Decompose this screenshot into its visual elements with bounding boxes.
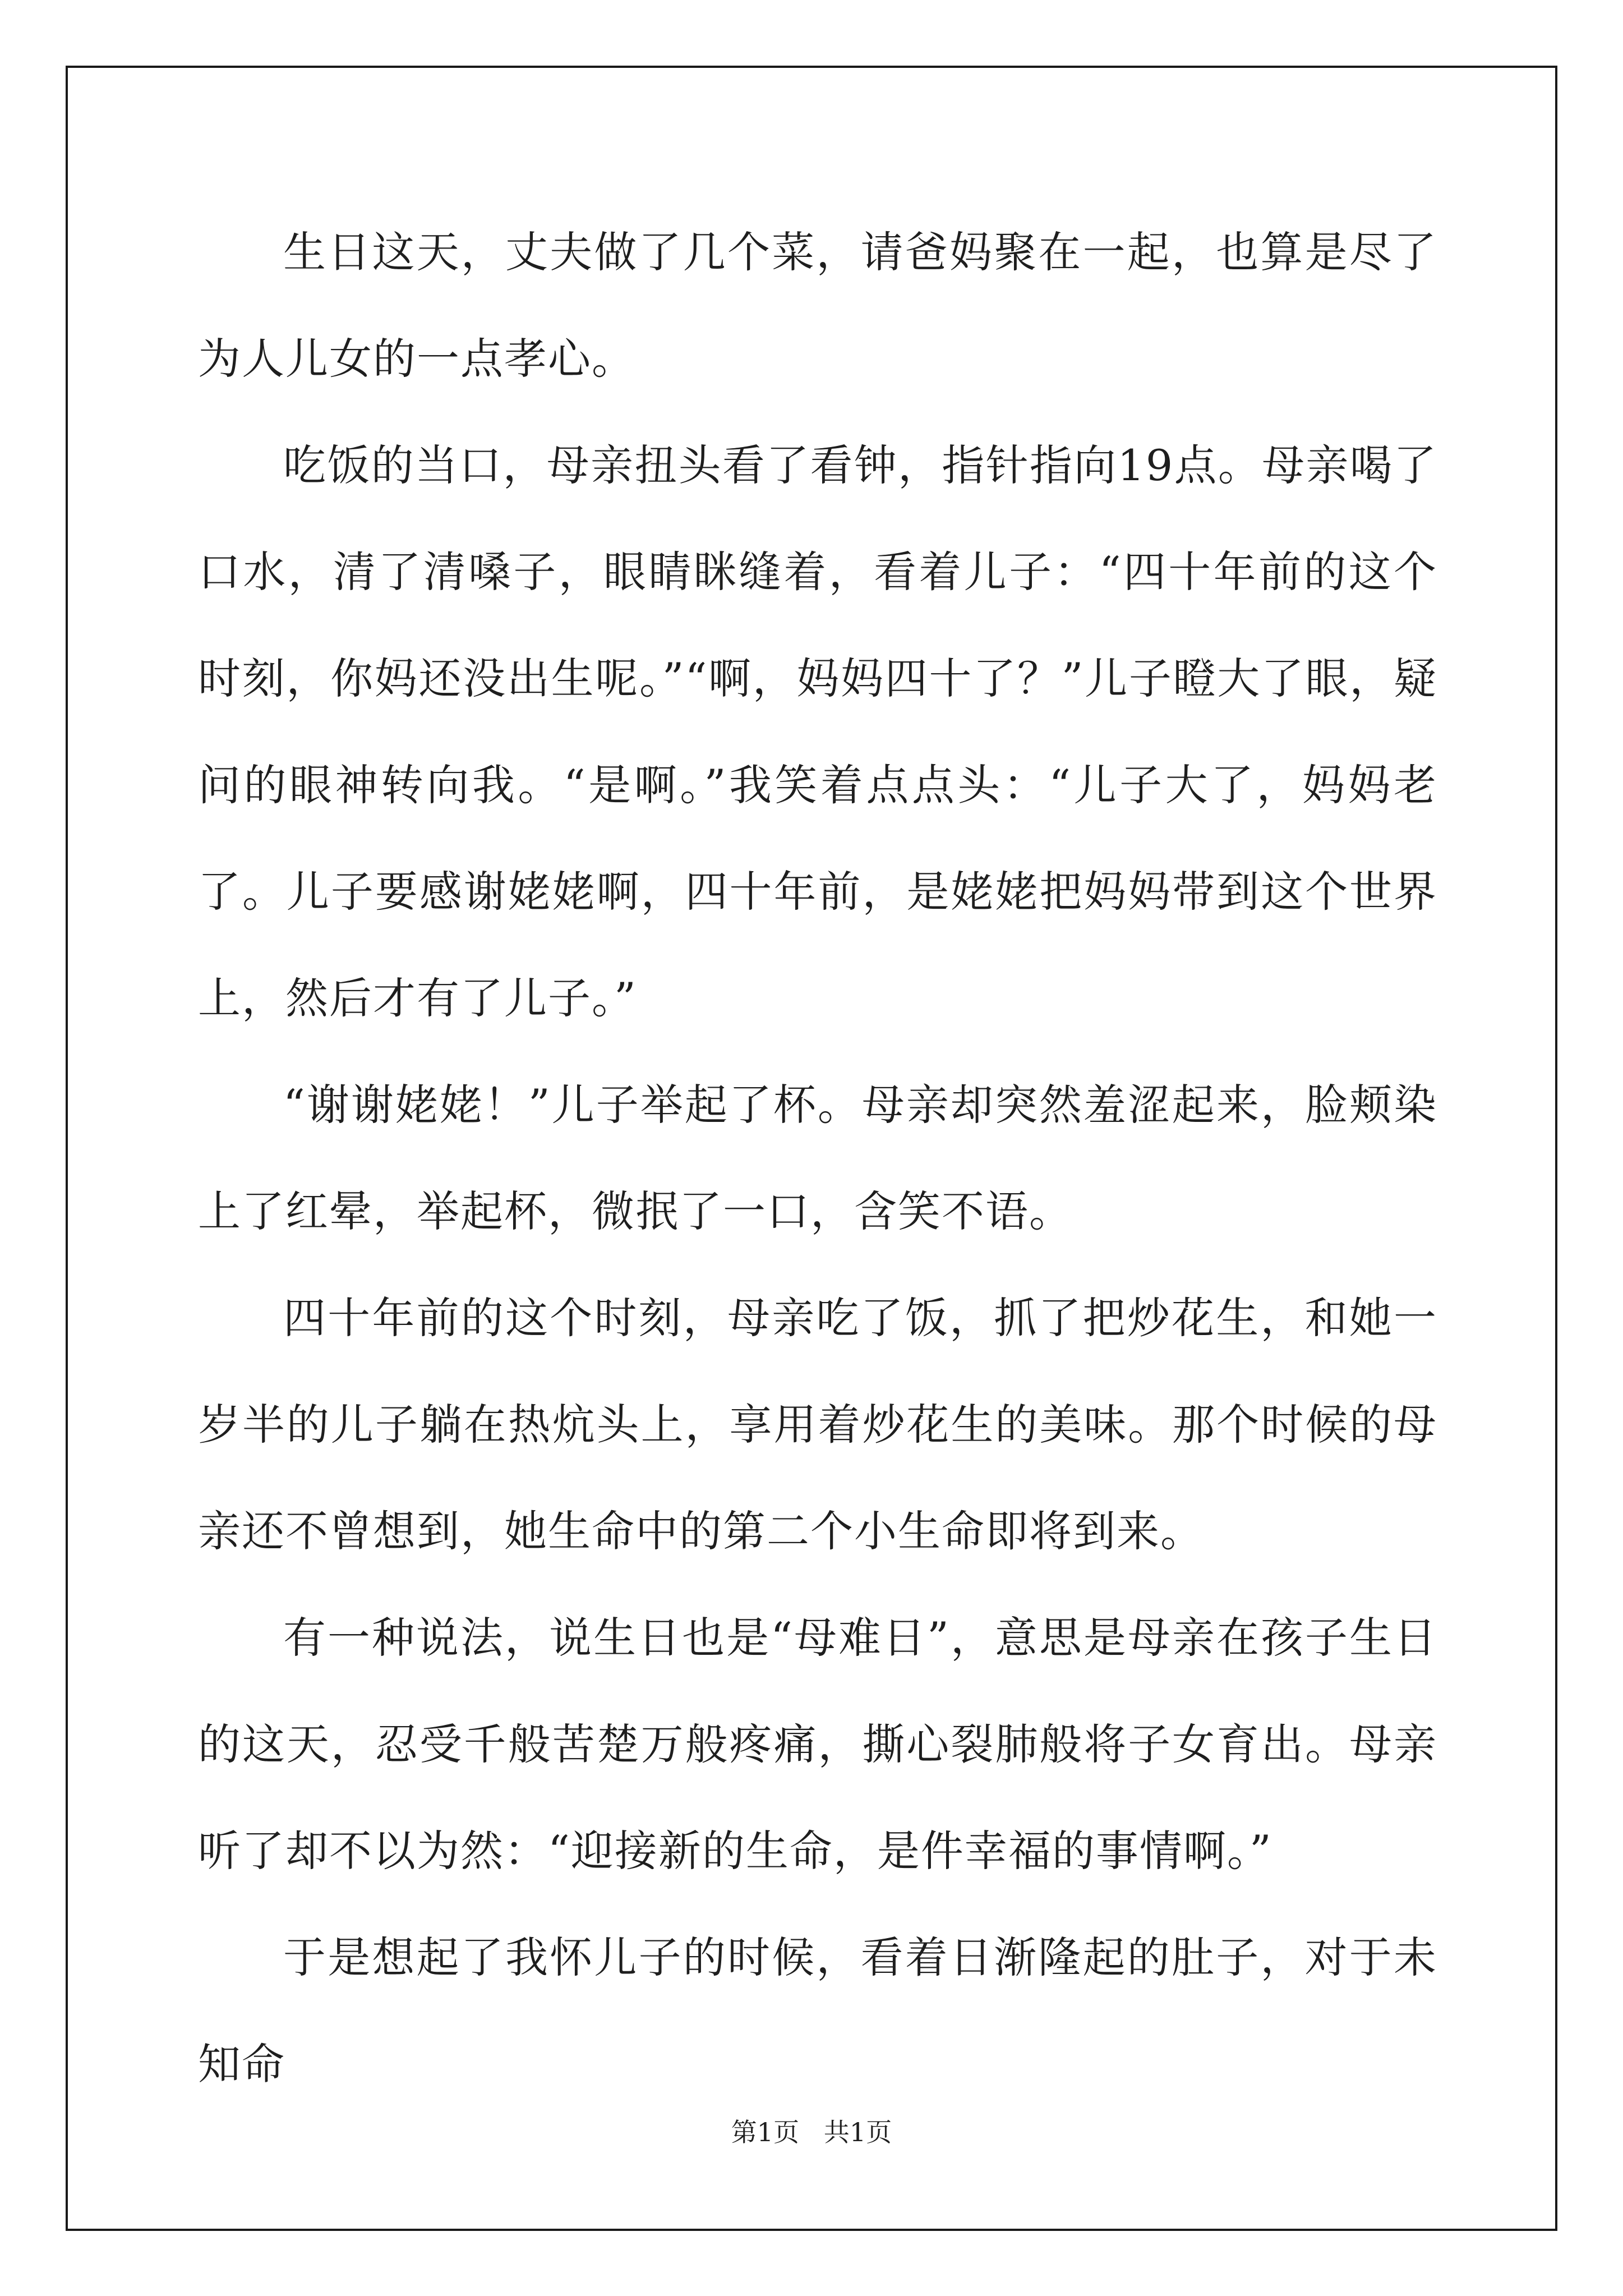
paragraph: 于是想起了我怀儿子的时候，看着日渐隆起的肚子，对于未知命 bbox=[198, 1932, 1437, 2089]
paragraph: 生日这天，丈夫做了几个菜，请爸妈聚在一起，也算是尽了为人儿女的一点孝心。 bbox=[198, 227, 1437, 384]
paragraph: “谢谢姥姥！”儿子举起了杯。母亲却突然羞涩起来，脸颊染上了红晕，举起杯，微抿了一口，含笑不语。 bbox=[198, 1080, 1437, 1236]
paragraph: 吃饭的当口，母亲扭头看了看钟，指针指向19点。母亲喝了口水，清了清嗓子，眼睛眯缝着，看着儿子：“四十年前的这个时刻，你妈还没出生呢。”“啊，妈妈四十了？”儿子瞪大了眼，疑问的眼神转向我。“是啊。”我笑着点点头：“儿子大了，妈妈老了。儿子要感谢姥姥啊，四十年前，是姥姥把妈妈带到这个世界上，然后才有了儿子。” bbox=[198, 440, 1437, 1023]
page-number-footer: 第1页 共1页 bbox=[731, 2117, 892, 2147]
document-body bbox=[198, 199, 1437, 2118]
paragraph: 有一种说法，说生日也是“母难日”，意思是母亲在孩子生日的这天，忍受千般苦楚万般疼痛，撕心裂肺般将子女育出。母亲听了却不以为然：“迎接新的生命，是件幸福的事情啊。” bbox=[198, 1613, 1437, 1876]
paragraph: 四十年前的这个时刻，母亲吃了饭，抓了把炒花生，和她一岁半的儿子躺在热炕头上，享用着炒花生的美味。那个时候的母亲还不曾想到，她生命中的第二个小生命即将到来。 bbox=[198, 1293, 1437, 1556]
